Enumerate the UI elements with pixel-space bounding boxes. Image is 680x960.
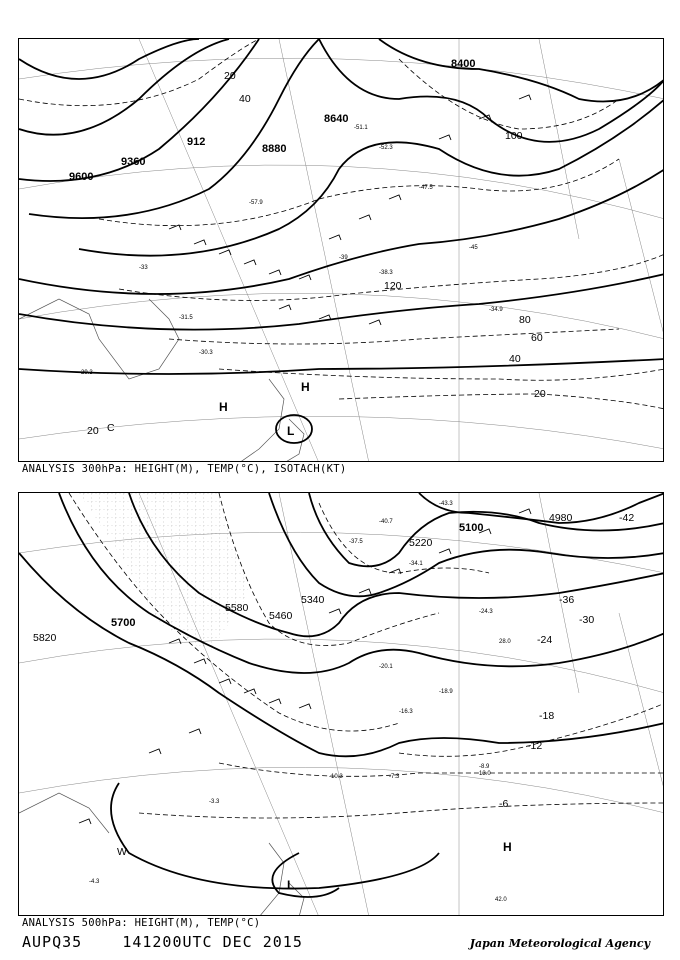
height-label: 4980 xyxy=(549,512,573,524)
obs-label: -16.3 xyxy=(399,709,413,715)
warm-center: W xyxy=(117,846,127,858)
height-label: 9600 xyxy=(69,171,94,183)
obs-label: 28.0 xyxy=(499,639,511,645)
caption-500hpa: ANALYSIS 500hPa: HEIGHT(M), TEMP(°C) xyxy=(22,917,261,929)
isotherm-label: -36 xyxy=(559,594,575,606)
obs-label: -37.5 xyxy=(349,539,363,545)
low-center: L xyxy=(287,424,295,438)
height-label: 9360 xyxy=(121,156,146,168)
obs-label: -7.3 xyxy=(389,774,400,780)
map-500hpa xyxy=(18,492,664,916)
isotherm-label: -6 xyxy=(499,798,509,810)
obs-label: 42.0 xyxy=(495,897,507,903)
isotach-label: 20 xyxy=(87,425,99,437)
map-500hpa-canvas xyxy=(19,493,664,916)
temp-label: -57.9 xyxy=(249,200,263,206)
height-label: 5340 xyxy=(301,594,325,606)
isotach-label: 100 xyxy=(505,130,523,142)
temp-label: -39 xyxy=(339,255,348,261)
temp-label: -29.3 xyxy=(79,370,93,376)
height-label: 8400 xyxy=(451,58,476,70)
height-label: 5220 xyxy=(409,537,433,549)
coastline-300 xyxy=(19,299,304,462)
height-contours-500 xyxy=(19,493,664,897)
map-300hpa xyxy=(18,38,664,462)
high-center: H xyxy=(219,400,228,414)
temp-label: -51.1 xyxy=(354,125,368,131)
isotach-label: 60 xyxy=(531,332,543,344)
isotherm-label: -42 xyxy=(619,512,635,524)
temp-label: -31.5 xyxy=(179,315,193,321)
height-label: 5580 xyxy=(225,602,249,614)
chart-identifier xyxy=(22,933,303,951)
high-center: H xyxy=(503,840,512,854)
height-label: 5460 xyxy=(269,610,293,622)
obs-label: -24.3 xyxy=(479,609,493,615)
obs-label: -20.1 xyxy=(379,664,393,670)
low-center: L xyxy=(287,878,295,892)
obs-label: -18.9 xyxy=(439,689,453,695)
isotach-label: 20 xyxy=(534,388,546,400)
height-label: 8640 xyxy=(324,113,349,125)
temp-label: -47.5 xyxy=(419,185,433,191)
isotherm-label: -24 xyxy=(537,634,553,646)
isotherm-label: -30 xyxy=(579,614,595,626)
height-label: 5100 xyxy=(459,522,484,534)
isotach-label: 20 xyxy=(224,70,236,82)
obs-label: 13.0 xyxy=(479,771,491,777)
coastline-500 xyxy=(19,793,304,916)
height-label: 912 xyxy=(187,136,206,148)
valid-datetime: 141200UTC DEC 2015 xyxy=(122,933,303,951)
obs-label: -4.3 xyxy=(89,879,100,885)
map-300hpa-canvas xyxy=(19,39,664,462)
isotherm-label: -12 xyxy=(527,740,543,752)
cold-center: C xyxy=(107,422,115,434)
bulletin-code: AUPQ35 xyxy=(22,933,83,951)
isotach-label: 40 xyxy=(239,93,251,105)
isotherm-label: -18 xyxy=(539,710,555,722)
temp-label: -52.3 xyxy=(379,145,393,151)
isotach-label: 80 xyxy=(519,314,531,326)
obs-label: -8.9 xyxy=(479,764,490,770)
obs-label: -43.3 xyxy=(439,501,453,507)
obs-label: -3.3 xyxy=(209,799,220,805)
height-label: 5820 xyxy=(33,632,57,644)
temp-label: -33 xyxy=(139,265,148,271)
isotach-label: 120 xyxy=(384,280,402,292)
temp-label: -34.9 xyxy=(489,307,503,313)
temp-label: -38.3 xyxy=(379,270,393,276)
temp-label: -45 xyxy=(469,245,478,251)
caption-300hpa: ANALYSIS 300hPa: HEIGHT(M), TEMP(°C), ISOTACH(KT) xyxy=(22,463,347,475)
high-center: H xyxy=(301,380,310,394)
isotach-label: 40 xyxy=(509,353,521,365)
obs-label: -10.3 xyxy=(329,774,343,780)
obs-label: -40.7 xyxy=(379,519,393,525)
height-contours-300 xyxy=(19,39,664,374)
height-label: 8880 xyxy=(262,143,287,155)
agency-name: Japan Meteorological Agency xyxy=(469,937,650,950)
obs-label: -34.1 xyxy=(409,561,423,567)
temp-label: -30.3 xyxy=(199,350,213,356)
height-label: 5700 xyxy=(111,617,136,629)
